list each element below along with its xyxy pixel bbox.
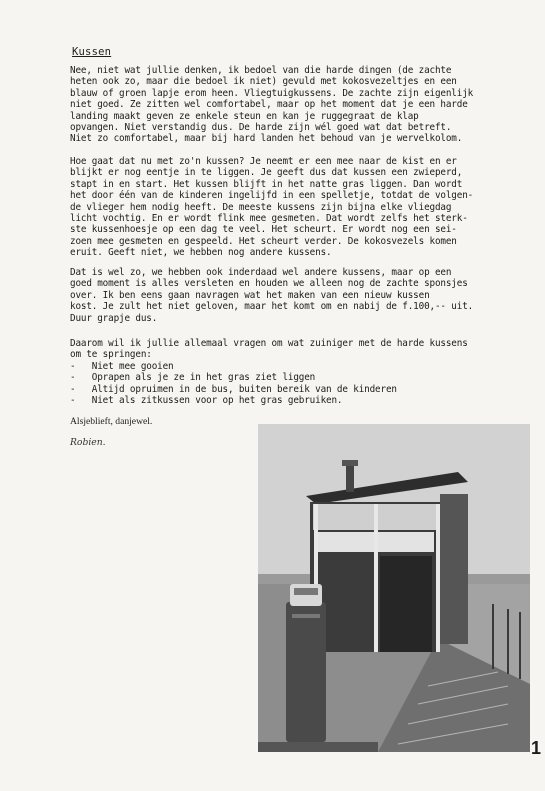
signoff: Alsjeblieft, danjewel. (70, 416, 153, 427)
paragraph-2: Hoe gaat dat nu met zo'n kussen? Je neemt er een mee naar de kist en er blijkt er nog eentje in te liggen. Je geeft dus dat kussen een zwieperd, stapt in en start. Het kussen blijft in het natte gras liggen. Dan wordt het door één van de kinderen ingelijfd in een spelletje, totdat de volgen- de vlieger hem nodig heeft. De meeste kussens zijn bijna elke vliegdag licht vochtig. En er wordt flink mee gesmeten. Dat wordt zelfs het sterk- ste kussenhoesje op een dag te veel. Het scheurt. Er wordt nog een sei- zoen mee gesmeten en gespeeld. Het scheurt verder. De kokosvezels komen eruit. Geeft niet, we hebben nog andere kussens. (70, 156, 474, 259)
signature: Robien. (70, 437, 106, 448)
photo-hut-fuel-pump (258, 424, 530, 752)
photo-hut-door (380, 556, 432, 652)
photo-illustration (258, 424, 530, 752)
paragraph-4: Daarom wil ik jullie allemaal vragen om wat zuiniger met de harde kussens om te springen: - Niet mee gooien - Oprapen als je ze in het gras ziet liggen - Altijd opruimen in de bus, buiten bereik van de kinderen - Niet als zitkussen voor op het gras gebruiken. (70, 338, 468, 407)
article-title: Kussen (72, 46, 112, 58)
photo-chimney (346, 464, 354, 492)
photo-fuel-pump (286, 602, 326, 742)
page-number: 1 (531, 738, 542, 758)
paragraph-3: Dat is wel zo, we hebben ook inderdaad wel andere kussens, maar op een goed moment is alles versleten en houden we alleen nog de zachte sponsjes over. Ik ben eens gaan navragen wat het maken van een nieuw kussen kost. Je zult het niet geloven, maar het komt om en nabij de f.100,-- uit. Duur grapje dus. (70, 267, 474, 324)
paragraph-1: Nee, niet wat jullie denken, ik bedoel van die harde dingen (de zachte heten ook zo, maar die bedoel ik niet) gevuld met kokosvezeltjes en een blauw of groen lapje erom heen. Vliegtuigkussens. De zachte zijn eigenlijk niet goed. Ze zitten wel comfortabel, maar op het moment dat je een harde landing maakt geven ze enkele steun en kan je ruggegraat de klap opvangen. Niet verstandig dus. De harde zijn wél goed wat dat betreft. Niet zo comfortabel, maar bij hard landen het behoud van je wervelkolom. (70, 65, 474, 145)
